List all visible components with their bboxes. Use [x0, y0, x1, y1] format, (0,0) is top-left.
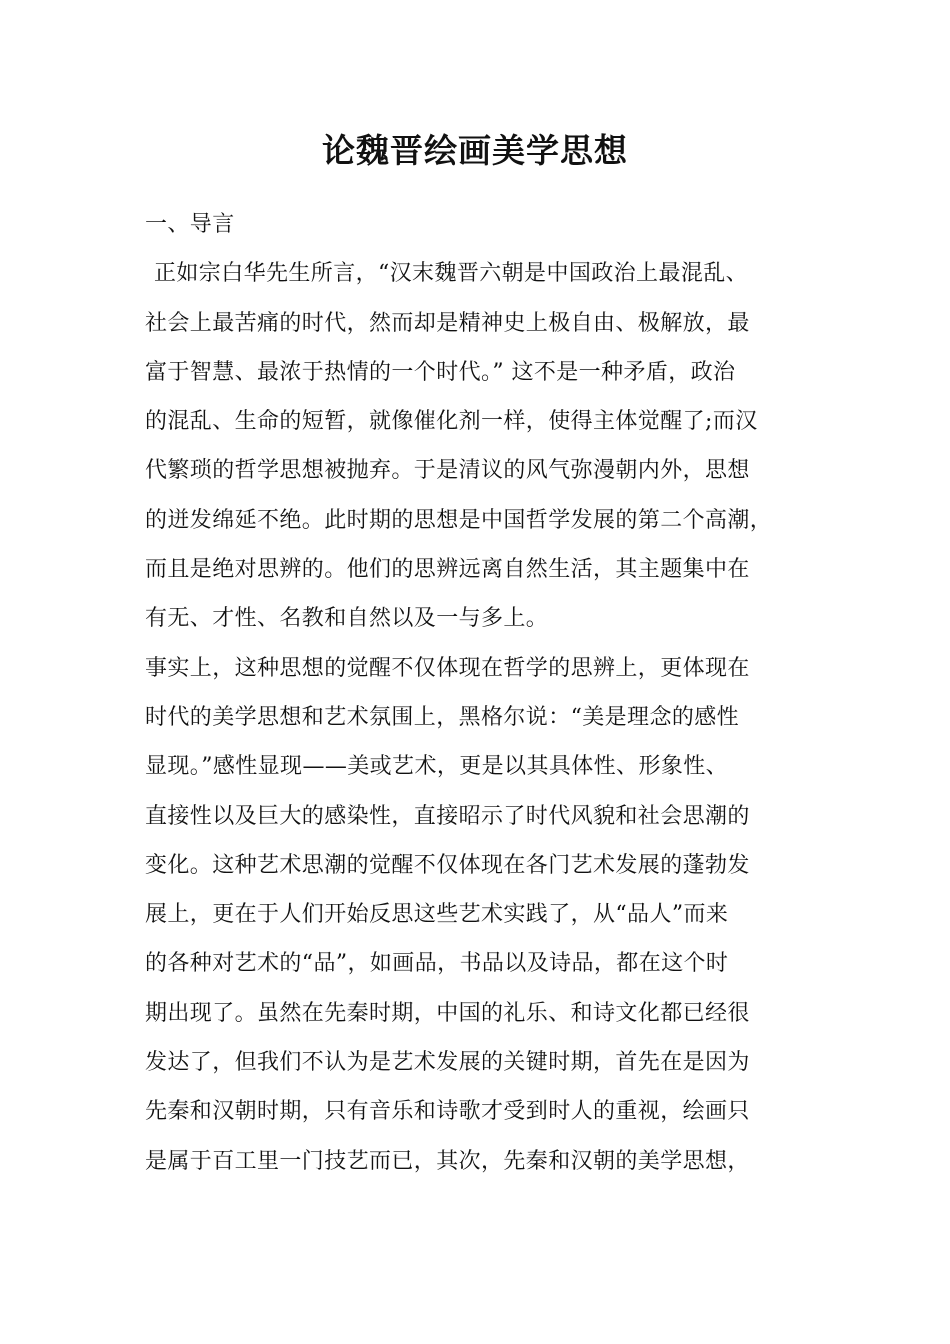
- paragraph-line: 是属于百工里一门技艺而已，其次，先秦和汉朝的美学思想，: [145, 1148, 750, 1174]
- paragraph-line: 正如宗白华先生所言，“汉末魏晋六朝是中国政治上最混乱、: [154, 261, 749, 287]
- paragraph-line: 代繁琐的哲学思想被抛弃。于是清议的风气弥漫朝内外，思想: [145, 458, 750, 484]
- section-heading: 一、导言: [145, 212, 235, 237]
- document-title: 论魏晋绘画美学思想: [322, 131, 628, 170]
- paragraph-line: 展上，更在于人们开始反思这些艺术实践了，从“品人”而来: [145, 902, 729, 928]
- paragraph-line: 而且是绝对思辨的。他们的思辨远离自然生活，其主题集中在: [145, 557, 750, 583]
- paragraph-line: 社会上最苦痛的时代，然而却是精神史上极自由、极解放，最: [145, 310, 750, 336]
- paragraph-line: 先秦和汉朝时期，只有音乐和诗歌才受到时人的重视，绘画只: [145, 1099, 750, 1125]
- paragraph-line: 的迸发绵延不绝。此时期的思想是中国哲学发展的第二个高潮，: [145, 507, 773, 533]
- paragraph-line: 发达了，但我们不认为是艺术发展的关键时期，首先在是因为: [145, 1050, 750, 1076]
- paragraph-line: 的混乱、生命的短暂，就像催化剂一样，使得主体觉醒了;而汉: [145, 409, 758, 435]
- paragraph-line: 直接性以及巨大的感染性，直接昭示了时代风貌和社会思潮的: [145, 803, 750, 829]
- document-body: [145, 200, 835, 1186]
- paragraph-line: 变化。这种艺术思潮的觉醒不仅体现在各门艺术发展的蓬勃发: [145, 852, 750, 878]
- paragraph-line: 事实上，这种思想的觉醒不仅体现在哲学的思辨上，更体现在: [145, 655, 750, 681]
- paragraph-line: 有无、才性、名教和自然以及一与多上。: [145, 606, 549, 632]
- paragraph-line: 显现。”感性显现——美或艺术，更是以其具体性、形象性、: [145, 754, 729, 780]
- paragraph-line: 的各种对艺术的“品”，如画品，书品以及诗品，都在这个时: [145, 951, 729, 977]
- paragraph-line: 时代的美学思想和艺术氛围上，黑格尔说：“美是理念的感性: [145, 704, 740, 730]
- paragraph-line: 富于智慧、最浓于热情的一个时代。” 这不是一种矛盾，政治: [145, 359, 736, 385]
- paragraph-line: 期出现了。虽然在先秦时期，中国的礼乐、和诗文化都已经很: [145, 1000, 750, 1026]
